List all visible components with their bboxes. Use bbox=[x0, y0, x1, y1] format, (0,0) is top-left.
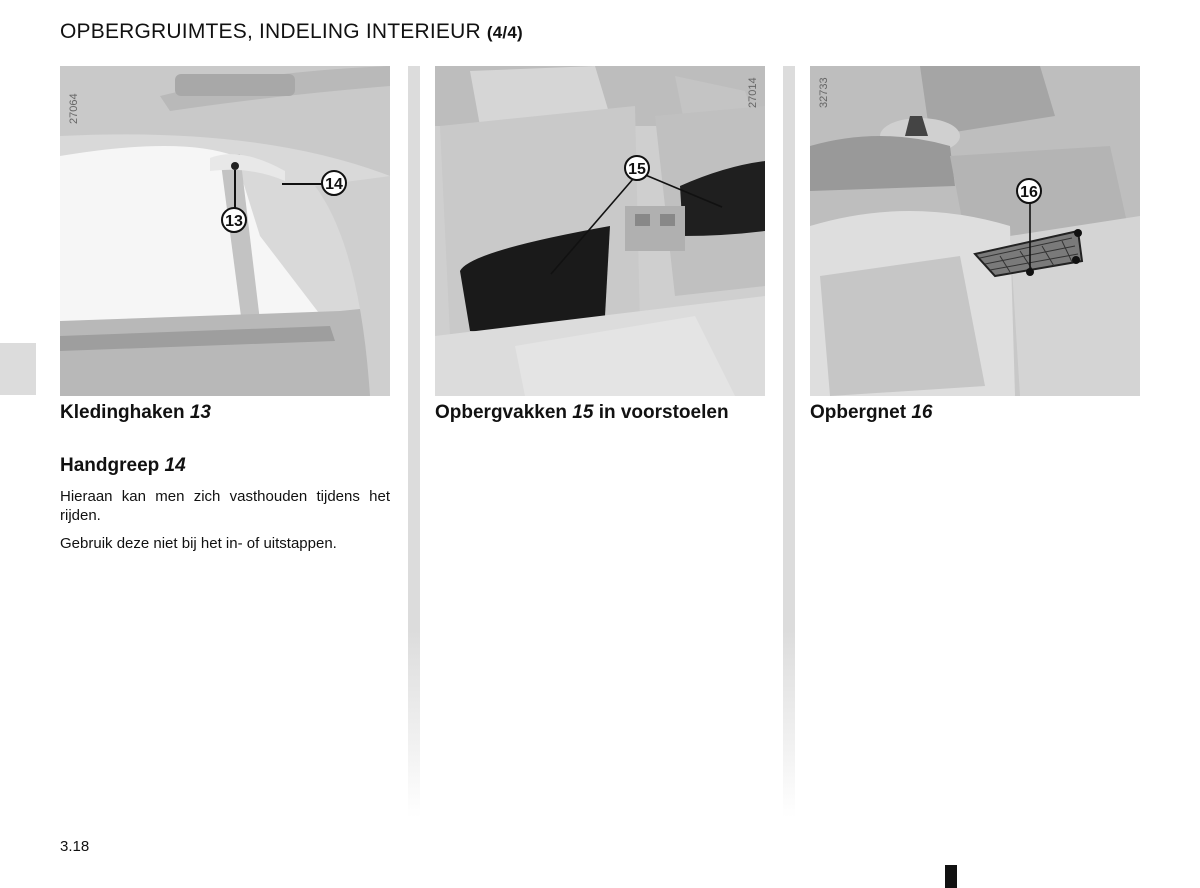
caption-number: 16 bbox=[911, 402, 933, 423]
column-divider bbox=[408, 66, 420, 818]
page-title-text: OPBERGRUIMTES, INDELING INTERIEUR bbox=[60, 20, 481, 43]
callout-13 bbox=[222, 208, 246, 232]
caption-seat-pockets bbox=[435, 402, 729, 424]
figure-illustration bbox=[435, 66, 765, 396]
figure-reference-number: 27064 bbox=[68, 93, 80, 124]
callout-16 bbox=[1017, 179, 1041, 203]
figure-seat-pockets bbox=[435, 66, 765, 396]
callout-15 bbox=[625, 156, 649, 180]
figure-coat-hook-handle bbox=[60, 66, 390, 396]
column-divider bbox=[783, 66, 795, 818]
caption-storage-net bbox=[810, 402, 932, 424]
page-title-suffix: (4/4) bbox=[486, 23, 523, 42]
figure-storage-net bbox=[810, 66, 1140, 396]
callout-14-label: 14 bbox=[325, 176, 343, 193]
caption-coat-hook bbox=[60, 402, 211, 424]
chapter-tab-marker bbox=[0, 343, 36, 395]
callout-13-label: 13 bbox=[225, 213, 243, 230]
callout-16-label: 16 bbox=[1020, 184, 1038, 201]
caption-text: Opbergvakken bbox=[435, 402, 573, 423]
caption-text-after: in voorstoelen bbox=[593, 402, 729, 423]
page-number: 3.18 bbox=[60, 838, 90, 855]
section-heading-text: Handgreep bbox=[60, 455, 165, 476]
section-heading-handle bbox=[60, 455, 186, 477]
caption-number: 13 bbox=[189, 402, 211, 423]
page-edge-marker bbox=[945, 865, 957, 888]
callout-15-label: 15 bbox=[628, 161, 646, 178]
figure-reference-number: 32733 bbox=[818, 77, 830, 108]
section-paragraph: Hieraan kan men zich vasthouden tijdens het rijden. bbox=[60, 488, 390, 524]
figure-reference-number: 27014 bbox=[747, 77, 759, 108]
page-title bbox=[60, 20, 523, 44]
caption-number: 15 bbox=[572, 402, 594, 423]
callout-14 bbox=[322, 171, 346, 195]
section-heading-number: 14 bbox=[164, 455, 186, 476]
caption-text: Opbergnet bbox=[810, 402, 912, 423]
figure-illustration bbox=[60, 66, 390, 396]
figure-illustration bbox=[810, 66, 1140, 396]
caption-text: Kledinghaken bbox=[60, 402, 190, 423]
section-paragraph: Gebruik deze niet bij het in- of uitstappen. bbox=[60, 535, 337, 552]
